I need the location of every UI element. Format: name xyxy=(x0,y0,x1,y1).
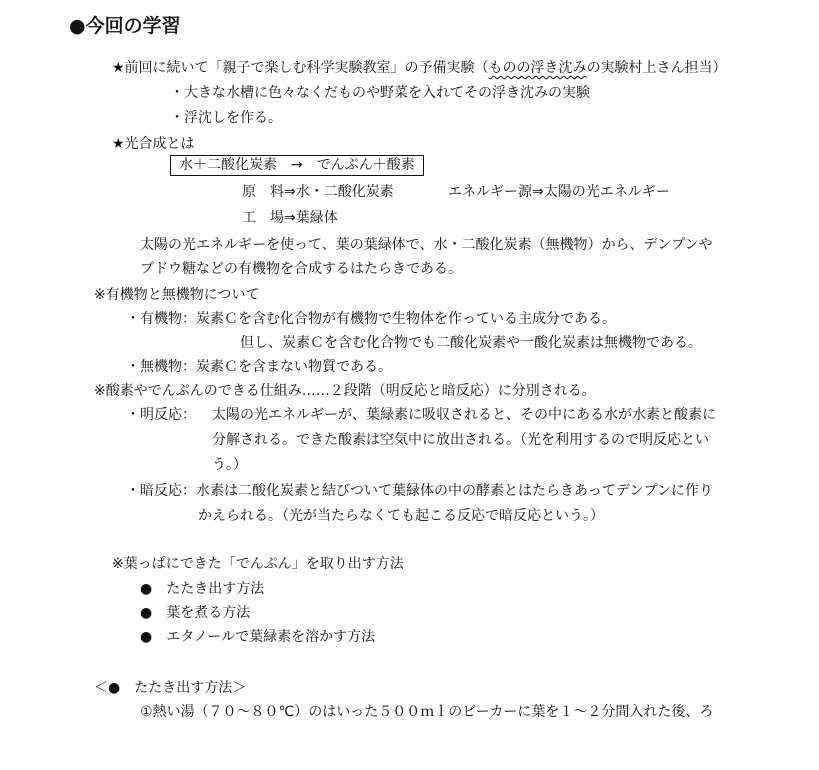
prep-lead: ★前回に続いて「親子で楽しむ科学実験教室」の予備実験（ xyxy=(112,60,489,76)
method-item-2: ● 葉を煮る方法 xyxy=(140,605,251,621)
dark-reaction-line: ・暗反応：水素は二酸化炭素と結びついて葉緑体の中の酵素とはたらきあってデンプンに作り xyxy=(126,483,714,499)
prep-tail: の実験村上さん担当） xyxy=(586,60,727,76)
prep-experiment-line xyxy=(112,61,727,75)
light-reaction-line-2: 分解される。できた酸素は空気中に放出される。（光を利用するので明反応とい xyxy=(212,432,709,448)
raw-material-line: 原 料⇒水・二酸化炭素 xyxy=(242,184,394,200)
photosynthesis-heading: ★光合成とは xyxy=(112,136,195,152)
prep-underlined-topic: ものの浮き沈み xyxy=(488,60,587,76)
light-reaction-line-1: 太陽の光エネルギーが、葉緑素に吸収されると、その中にある水が水素と酸素に xyxy=(212,407,716,423)
inorganic-definition: ・無機物：炭素Ｃを含まない物質である。 xyxy=(126,359,392,375)
light-reaction-line-3: う。） xyxy=(212,457,247,473)
starch-methods-heading: ※葉っぱにできた「でんぷん」を取り出す方法 xyxy=(112,556,404,572)
organic-definition: ・有機物：炭素Ｃを含む化合物が有機物で生物体を作っている主成分である。 xyxy=(126,311,616,327)
dark-reaction-cont: かえられる。（光が当たらなくても起こる反応で暗反応という。） xyxy=(198,508,604,524)
photosynthesis-desc-2: ブドウ糖などの有機物を合成するはたらきである。 xyxy=(140,261,462,277)
procedure-heading: ＜● たたき出す方法＞ xyxy=(94,680,247,696)
method-item-3: ● エタノールで葉緑素を溶かす方法 xyxy=(140,629,376,645)
energy-source-line: エネルギー源⇒太陽の光エネルギー xyxy=(448,184,670,200)
light-reaction-label: ・明反応： xyxy=(126,407,196,423)
prep-item-2: ・浮沈しを作る。 xyxy=(170,110,282,126)
mechanism-heading: ※酸素やでんぷんのできる仕組み……２段階（明反応と暗反応）に分別される。 xyxy=(94,383,596,399)
organic-heading: ※有機物と無機物について xyxy=(94,287,260,303)
procedure-step-1: ①熱い湯（７０～８０℃）のはいった５００ｍｌのビーカーに葉を１～２分間入れた後、ろ xyxy=(140,704,714,720)
method-item-1: ● たたき出す方法 xyxy=(140,581,265,597)
organic-exception-note: 但し、炭素Ｃを含む化合物でも二酸化炭素や一酸化炭素は無機物である。 xyxy=(240,335,702,351)
factory-line: 工 場⇒葉緑体 xyxy=(242,210,338,226)
prep-item-1: ・大きな水槽に色々なくだものや野菜を入れてその浮き沈みの実験 xyxy=(170,85,590,101)
page-title: ●今回の学習 xyxy=(69,15,181,37)
photosynthesis-desc-1: 太陽の光エネルギーを使って、葉の葉緑体で、水・二酸化炭素（無機物）から、デンプンや xyxy=(140,237,713,253)
photosynthesis-equation: 水＋二酸化炭素 → でんぷん＋酸素 xyxy=(170,155,424,176)
